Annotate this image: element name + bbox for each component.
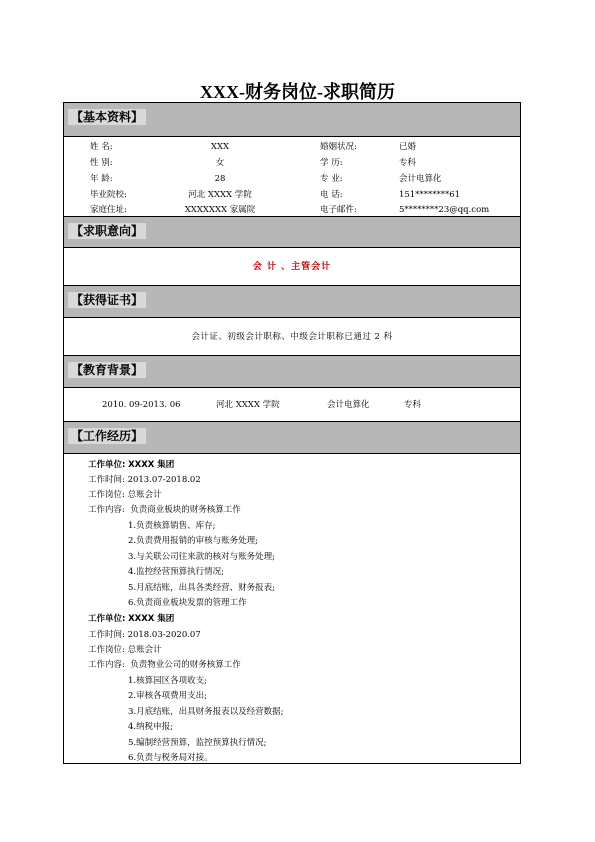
work-content-line	[88, 660, 241, 670]
value-gender: 女	[215, 158, 225, 168]
edu-degree: 专科	[404, 400, 422, 410]
work-duty-item: 4.监控经营预算执行情况;	[128, 567, 224, 577]
value-phone: 151********61	[399, 190, 461, 200]
label-education: 学 历:	[320, 158, 343, 168]
job-intent-text: 会 计 、主管会计	[252, 262, 332, 272]
label-phone: 电 话:	[320, 190, 343, 200]
section-header-cert	[64, 285, 520, 318]
value-marital: 已婚	[399, 142, 417, 152]
label-marital: 婚姻状况:	[320, 142, 357, 152]
work-post-line	[88, 490, 162, 500]
section-header-edu	[64, 355, 520, 388]
work-duty-item: 5.编制经营预算，监控预算执行情况;	[128, 738, 267, 748]
work-duty-item: 6.负责与税务局对接。	[128, 753, 213, 763]
value-school: 河北 XXXX 学院	[188, 190, 252, 200]
certificates-text: 会计证、初级会计职称、中级会计职称已通过 2 科	[191, 332, 393, 342]
value-education: 专科	[399, 158, 417, 168]
work-post-label: 工作岗位:	[88, 490, 125, 500]
work-content-label: 工作内容:	[88, 505, 125, 515]
work-unit-label: 工作单位:	[88, 614, 126, 624]
edu-period: 2010. 09-2013. 06	[102, 400, 181, 410]
work-unit: XXXX 集团	[128, 460, 175, 470]
value-name: XXX	[210, 142, 230, 152]
label-age: 年 龄:	[90, 174, 113, 184]
work-unit: XXXX 集团	[128, 614, 175, 624]
label-address: 家庭住址:	[90, 205, 127, 215]
work-time-label: 工作时间:	[88, 630, 125, 640]
work-post: 总账会计	[127, 490, 162, 500]
label-school: 毕业院校:	[90, 190, 127, 200]
work-content-label: 工作内容:	[88, 660, 125, 670]
work-unit-line	[88, 614, 174, 624]
section-header-basic	[64, 102, 520, 137]
work-duty-item: 1.负责核算销售、库存;	[128, 521, 216, 531]
label-major: 专 业:	[320, 174, 343, 184]
work-unit-line	[88, 460, 174, 470]
work-content-line	[88, 505, 241, 515]
section-label-basic: 【基本资料】	[68, 109, 146, 125]
section-label-intent: 【求职意向】	[68, 223, 146, 239]
edu-major: 会计电算化	[327, 400, 370, 410]
work-content: 负责商业板块的财务核算工作	[130, 505, 241, 515]
work-duty-item: 5.月底结账，出具各类经营、财务报表;	[128, 583, 275, 593]
work-duty-item: 2.负责费用报销的审核与账务处理;	[128, 536, 258, 546]
work-time: 2013.07-2018.02	[127, 475, 201, 485]
section-label-edu: 【教育背景】	[68, 362, 146, 378]
work-content: 负责物业公司的财务核算工作	[130, 660, 241, 670]
edu-school: 河北 XXXX 学院	[216, 400, 280, 410]
work-post-line	[88, 645, 162, 655]
work-time: 2018.03-2020.07	[127, 630, 201, 640]
label-name: 姓 名:	[90, 142, 113, 152]
work-post: 总账会计	[127, 645, 162, 655]
resume-title: XXX-财务岗位-求职简历	[200, 82, 395, 102]
work-time-label: 工作时间:	[88, 475, 125, 485]
section-label-work: 【工作经历】	[68, 428, 146, 444]
label-email: 电子邮件:	[320, 205, 357, 215]
work-duty-item: 3.月底结账，出具财务报表以及经营数据;	[128, 707, 284, 717]
value-email: 5********23@qq.com	[399, 205, 490, 215]
value-address: XXXXXXX 家属院	[184, 205, 256, 215]
work-time-line	[88, 475, 201, 485]
label-gender: 性 别:	[90, 158, 113, 168]
work-post-label: 工作岗位:	[88, 645, 125, 655]
section-header-intent	[64, 216, 520, 248]
section-label-cert: 【获得证书】	[68, 292, 146, 308]
work-duty-item: 3.与关联公司往来款的核对与账务处理;	[128, 552, 275, 562]
section-header-work	[64, 421, 520, 454]
work-unit-label: 工作单位:	[88, 460, 126, 470]
value-major: 会计电算化	[399, 174, 442, 184]
work-duty-item: 6.负责商业板块发票的管理工作	[128, 598, 247, 608]
work-duty-item: 2.审核各项费用支出;	[128, 691, 207, 701]
work-duty-item: 4.纳税申报;	[128, 722, 173, 732]
work-duty-item: 1.核算园区各项收支;	[128, 676, 207, 686]
value-age: 28	[214, 174, 226, 184]
work-time-line	[88, 630, 201, 640]
